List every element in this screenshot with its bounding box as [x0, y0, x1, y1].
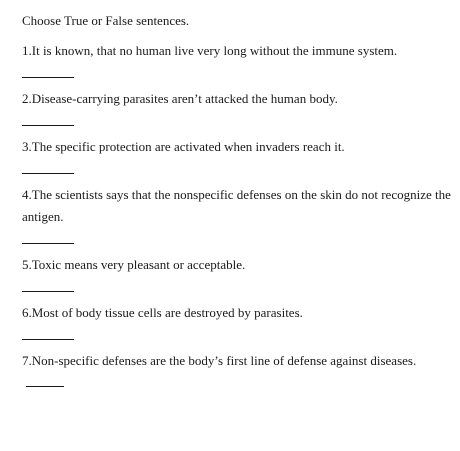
answer-blank[interactable]	[22, 230, 74, 244]
worksheet	[22, 10, 452, 394]
question-text: 7.Non-specific defenses are the body’s first line of defense against diseases.	[22, 353, 417, 368]
question-text: 4.The scientists says that the nonspecific defenses on the skin do not recognize the antigen.	[22, 187, 451, 224]
question-text: 2.Disease-carrying parasites aren’t attacked the human body.	[22, 91, 338, 106]
question-item	[22, 302, 452, 340]
instruction-text: Choose True or False sentences.	[22, 13, 190, 28]
question-text: 3.The specific protection are activated when invaders reach it.	[22, 139, 345, 154]
question-text: 6.Most of body tissue cells are destroyed by parasites.	[22, 305, 303, 320]
question-text: 1.It is known, that no human live very long without the immune system.	[22, 43, 398, 58]
answer-blank[interactable]	[22, 112, 74, 126]
answer-blank[interactable]	[22, 64, 74, 78]
answer-blank[interactable]	[22, 278, 74, 292]
answer-blank[interactable]	[26, 374, 64, 387]
question-item	[22, 184, 452, 244]
answer-blank[interactable]	[22, 326, 74, 340]
question-item	[22, 350, 452, 394]
answer-blank[interactable]	[22, 160, 74, 174]
question-item	[22, 88, 452, 126]
question-item	[22, 136, 452, 174]
question-item	[22, 254, 452, 292]
question-item	[22, 40, 452, 78]
question-text: 5.Toxic means very pleasant or acceptable.	[22, 257, 246, 272]
